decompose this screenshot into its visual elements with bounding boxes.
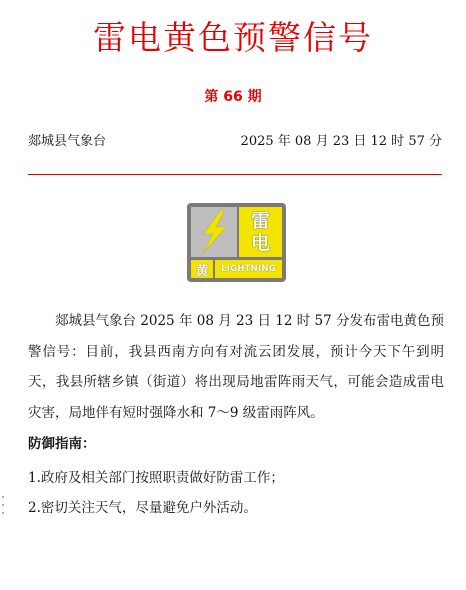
signal-char-top: 雷	[250, 210, 270, 232]
signal-char-bottom: 电	[250, 232, 270, 254]
drag-handle-icon[interactable]	[0, 496, 6, 514]
signal-english-label: LIGHTNING	[215, 260, 282, 278]
defense-guide-title: 防御指南：	[28, 436, 96, 452]
warning-body: 郯城县气象台 2025 年 08 月 23 日 12 时 57 分发布雷电黄色预警信号：目前，我县西南方向有对流云团发展，预计今天下午到明天，我县所辖乡镇（街道）将出现局地雷阵雨天气，可能会造成雷电灾害，局地伴有短时强降水和 7～9 级雷雨阵风。	[28, 313, 444, 421]
signal-name-panel	[239, 207, 282, 257]
header-divider	[28, 174, 442, 175]
warning-signal-icon	[187, 203, 286, 282]
guide-item: 1.政府及相关部门按照职责做好防雷工作；	[28, 470, 284, 486]
bolt-panel	[191, 207, 237, 257]
guide-item: 2.密切关注天气，尽量避免户外活动。	[28, 500, 257, 516]
issue-number: 第 66 期	[204, 89, 262, 105]
issue-datetime: 2025 年 08 月 23 日 12 时 57 分	[240, 134, 442, 149]
page-title: 雷电黄色预警信号	[93, 18, 373, 57]
signal-color-label: 黄	[191, 260, 213, 278]
lightning-bolt-icon	[191, 207, 237, 257]
issuer: 郯城县气象台	[28, 134, 107, 149]
